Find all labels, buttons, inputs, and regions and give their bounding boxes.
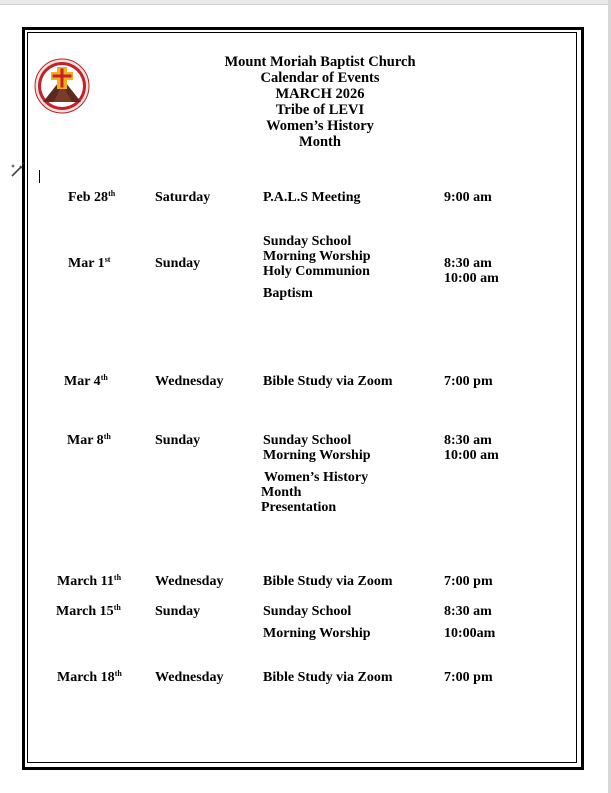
event-time: 8:30 am (444, 604, 492, 619)
event-day: Sunday (155, 256, 201, 271)
event-name: Sunday School (263, 433, 352, 448)
event-date: Mar 4th (64, 373, 108, 389)
church-name: Mount Moriah Baptist Church (224, 54, 416, 70)
event-time: 8:30 am (444, 433, 492, 448)
event-name: Bible Study via Zoom (263, 374, 393, 389)
event-name: Holy Communion (263, 264, 370, 279)
theme-line-1: Women’s History (266, 118, 374, 134)
event-day: Saturday (155, 190, 211, 205)
event-time: 9:00 am (444, 190, 492, 205)
event-name: Bible Study via Zoom (263, 574, 393, 589)
tribe-name: Tribe of LEVI (275, 102, 365, 118)
event-name: Sunday School (263, 604, 352, 619)
event-name: P.A.L.S Meeting (263, 190, 361, 205)
event-date: March 11th (57, 573, 122, 589)
event-time: 7:00 pm (444, 574, 493, 589)
event-name: Morning Worship (263, 249, 371, 264)
theme-line-2: Month (299, 134, 341, 150)
event-name: Morning Worship (263, 448, 371, 463)
event-time: 10:00 am (444, 448, 499, 463)
event-name: Morning Worship (263, 626, 371, 641)
event-name: Bible Study via Zoom (263, 670, 393, 685)
event-date: Mar 8th (67, 432, 111, 448)
event-date: March 18th (57, 669, 122, 685)
event-time: 10:00am (444, 626, 496, 641)
magic-pen-icon[interactable] (9, 161, 27, 179)
church-logo-image (34, 58, 90, 114)
event-day: Wednesday (155, 670, 224, 685)
month-year: MARCH 2026 (275, 86, 365, 102)
event-name: Women’s History (264, 470, 369, 485)
calendar-heading (170, 54, 470, 150)
event-time: 7:00 pm (444, 374, 493, 389)
event-time: 8:30 am (444, 256, 492, 271)
calendar-title: Calendar of Events (260, 70, 380, 86)
event-name: Month (261, 485, 302, 500)
event-time: 10:00 am (444, 271, 499, 286)
event-name: Presentation (261, 500, 337, 515)
event-name: Baptism (263, 286, 313, 301)
event-date: March 15th (56, 603, 121, 619)
event-date: Feb 28th (68, 189, 116, 205)
event-day: Sunday (155, 604, 201, 619)
text-cursor (39, 170, 40, 183)
page-edge-top (0, 0, 611, 5)
event-time: 7:00 pm (444, 670, 493, 685)
event-day: Wednesday (155, 574, 224, 589)
event-name: Sunday School (263, 234, 352, 249)
event-day: Wednesday (155, 374, 224, 389)
event-date: Mar 1st (68, 255, 111, 271)
event-day: Sunday (155, 433, 201, 448)
